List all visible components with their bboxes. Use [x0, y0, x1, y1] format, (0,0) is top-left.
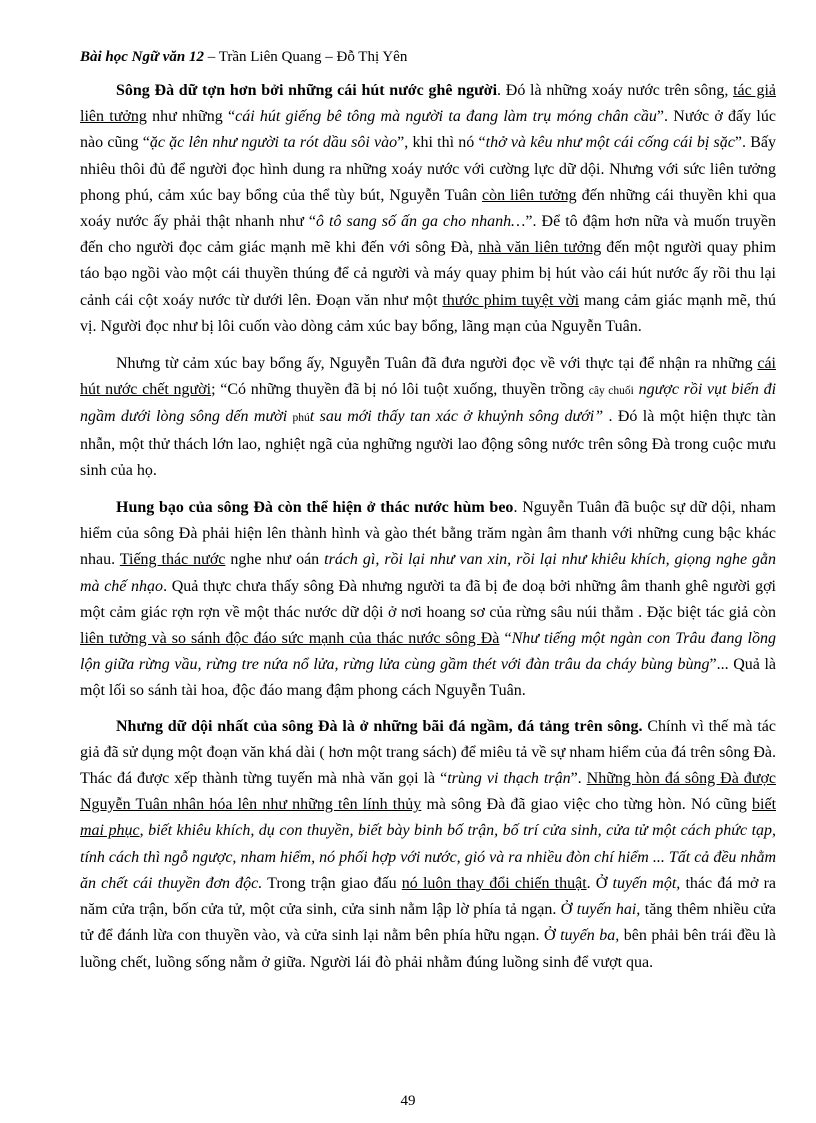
- p1-text: . Đó là những xoáy nước trên sông,: [497, 82, 734, 99]
- p1-text: ”. Bấy nhiêu thôi đủ để người đọc hình dung ra những xoáy nước với cường lực dữ dội. Nhưng với sức liên tưởng phong phú, cảm xúc bay bổng của thể tùy bút, Nguyễn Tuân: [80, 134, 777, 204]
- p2-small-text: cây chuối: [588, 385, 634, 398]
- p4-text: Chính vì thế mà tác giả đã sử dụng một đoạn văn khá dài ( hơn một trang sách) để miêu tả về sự nham hiểm của đá trên sông Đà. Thác đá được xếp thành từng tuyến mà nhà văn gọi là “: [80, 717, 776, 788]
- p1-text: ”, khi thì nó “: [397, 134, 486, 152]
- paragraph-1: [80, 78, 776, 340]
- paragraph-3: [80, 495, 776, 705]
- p1-text: ”. Nước ở đấy lúc nào cũng “: [80, 108, 776, 152]
- p3-bold-lead: Hung bạo của sông Đà còn thể hiện ở thác nước hùm beo: [116, 499, 514, 517]
- p4-italic: tuyến ba,: [560, 927, 620, 945]
- p1-underline: còn liên tưởng: [481, 186, 577, 204]
- p3-text: ”... Quả là một lối so sánh tài hoa, độc đáo mang đậm phong cách Nguyễn Tuân.: [80, 656, 776, 700]
- p4-text: ,: [139, 822, 149, 840]
- p3-text: nghe như oán: [225, 551, 325, 569]
- p4-underline-italic: mai phục: [80, 822, 140, 840]
- p4-quote: biết khiêu khích, dụ con thuyền, biết bày binh bố trận, bố trí cửa sinh, cửa tử một cách phức tạp, tính cách thì ngỗ ngược, nham hiểm, nó phối hợp với nước, gió và ra nhiều đòn chí hiểm ... Tất cả đều nhằm ăn chết cái thuyền đơn độc.: [80, 822, 777, 892]
- p1-text: ”. Để tô đậm hơn nữa và muốn truyền đến cho người đọc cảm giác mạnh mẽ khi đến với sông Đà,: [80, 213, 776, 257]
- p4-text: tăng thêm nhiều cửa tử để đánh lừa con thuyền vào, và cửa sinh lại nằm bên phía hữu ngạn. Ở: [80, 901, 776, 945]
- p4-bold-lead: Nhưng dữ dội nhất của sông Đà là ở những bãi đá ngầm, đá tảng trên sông.: [116, 717, 643, 735]
- p1-quote: thở và kêu như một cái cống cái bị sặc: [485, 134, 735, 152]
- p4-underline: biết: [752, 796, 777, 814]
- p1-quote: ô tô sang số ấn ga cho nhanh…: [316, 213, 526, 231]
- page-content: [80, 46, 776, 987]
- page-number: 49: [400, 1093, 416, 1109]
- p2-small-text: phú: [292, 412, 310, 425]
- p4-text: thác đá mở ra năm cửa trận, bốn cửa tử, một cửa sinh, cửa sinh nằm lập lờ phía tả ngạn. Ở: [80, 874, 777, 919]
- p4-text: bên phải bên trái đều là luồng chết, luồng sống nằm ở giữa. Người lái đò phải nhằm đúng luồng sinh để vượt qua.: [80, 927, 776, 971]
- p4-underline: Những hòn đá sông Đà được Nguyễn Tuân nhân hóa lên như những tên lính thủy: [80, 770, 777, 814]
- p1-text: đến những cái thuyền khi qua xoáy nước ấy phải thật nhanh như “: [80, 186, 777, 231]
- header-authors: – Trần Liên Quang – Đỗ Thị Yên: [204, 49, 408, 65]
- p3-underline: Tiếng thác nước: [119, 551, 226, 569]
- p1-text: như những “: [146, 108, 236, 126]
- p3-underline: liên tưởng và so sánh độc đáo sức mạnh của thác nước sông Đà: [80, 630, 500, 648]
- p4-quote: trùng vi thạch trận: [447, 770, 571, 788]
- p4-text: ”.: [570, 770, 587, 788]
- p1-text: đến một người quay phim táo bạo ngồi vào một cái thuyền thúng để cả người và máy quay phim bị hút vào cái hút nước ấy rồi thu lại cảnh cái cột xoáy nước từ dưới lên. Đoạn văn như một: [80, 239, 777, 309]
- p4-italic: tuyến hai,: [576, 901, 641, 919]
- paragraph-4: [80, 714, 776, 976]
- p4-underline: nó luôn thay đổi chiến thuật: [401, 874, 587, 892]
- p3-quote: Như tiếng một ngàn con Trâu đang lồng lộn giữa rừng vầu, rừng tre nứa nổ lửa, rừng lửa cùng gầm thét với đàn trâu da cháy bùng bùng: [80, 630, 776, 674]
- p1-quote: cái hút giếng bê tông mà người ta đang làm trụ móng chân cầu: [235, 108, 657, 126]
- p2-quote: ngược rồi vụt biến đi ngầm dưới lòng sông dến mười: [80, 381, 777, 426]
- p1-underline: thước phim tuyệt vời: [442, 291, 580, 309]
- p4-italic: tuyến một,: [612, 874, 681, 892]
- p3-text: . Quả thực chưa thấy sông Đà nhưng người ta đã bị đe doạ bởi những âm thanh ghê người gợi một cảm giác rợn rợn về một thác nước dữ dội ở nơi hoang sơ của rừng sâu núi thẳm . Đặc biệt tác giả còn: [80, 577, 777, 621]
- p3-text: . Nguyễn Tuân đã buộc sự dữ dội, nham hiểm của sông Đà phải hiện lên thành hình và gào thét bằng trăm ngàn âm thanh với những cung bậc khác nhau.: [80, 499, 776, 569]
- p2-quote: t sau mới thấy tan xác ở khuỷnh sông dưới”: [309, 408, 604, 426]
- p4-text: mà sông Đà đã giao việc cho từng hòn. Nó cũng: [421, 796, 753, 814]
- p3-quote: trách gì, rồi lại như van xin, rồi lại như khiêu khích, giọng nghe gằn mà chế nhạo: [80, 551, 777, 595]
- p1-bold-lead: Sông Đà dữ tợn hơn bởi những cái hút nước ghê người: [116, 82, 498, 99]
- p1-text: mang cảm giác mạnh mẽ, thú vị. Người đọc như bị lôi cuốn vào dòng cảm xúc bay bổng, lãng mạn của Nguyễn Tuân.: [80, 291, 777, 335]
- running-header: [80, 46, 776, 68]
- p1-underline: nhà văn liên tưởng: [478, 239, 602, 257]
- p4-text: Trong trận giao đấu: [262, 874, 402, 892]
- book-title: Bài học Ngữ văn 12: [80, 49, 204, 65]
- p2-text: ; “Có những thuyền đã bị nó lôi tuột xuống, thuyền trồng: [211, 381, 589, 399]
- p4-text: . Ở: [586, 874, 613, 892]
- p1-underline: tác giả liên tưởng: [80, 82, 777, 126]
- p2-text: . Đó là một hiện thực tàn nhẫn, một thử thách lớn lao, nghiệt ngã của nghững người lao động sông nước trên sông Đà trong cuộc mưu sinh của họ.: [80, 408, 777, 479]
- p1-quote: ặc ặc lên như người ta rót dầu sôi vào: [149, 134, 398, 152]
- p2-text: Nhưng từ cảm xúc bay bổng ấy, Nguyễn Tuân đã đưa người đọc về với thực tại để nhận ra những: [116, 355, 758, 373]
- paragraph-2: [80, 351, 776, 484]
- p3-text: “: [499, 630, 512, 648]
- p2-underline: cái hút nước chết người: [80, 355, 776, 399]
